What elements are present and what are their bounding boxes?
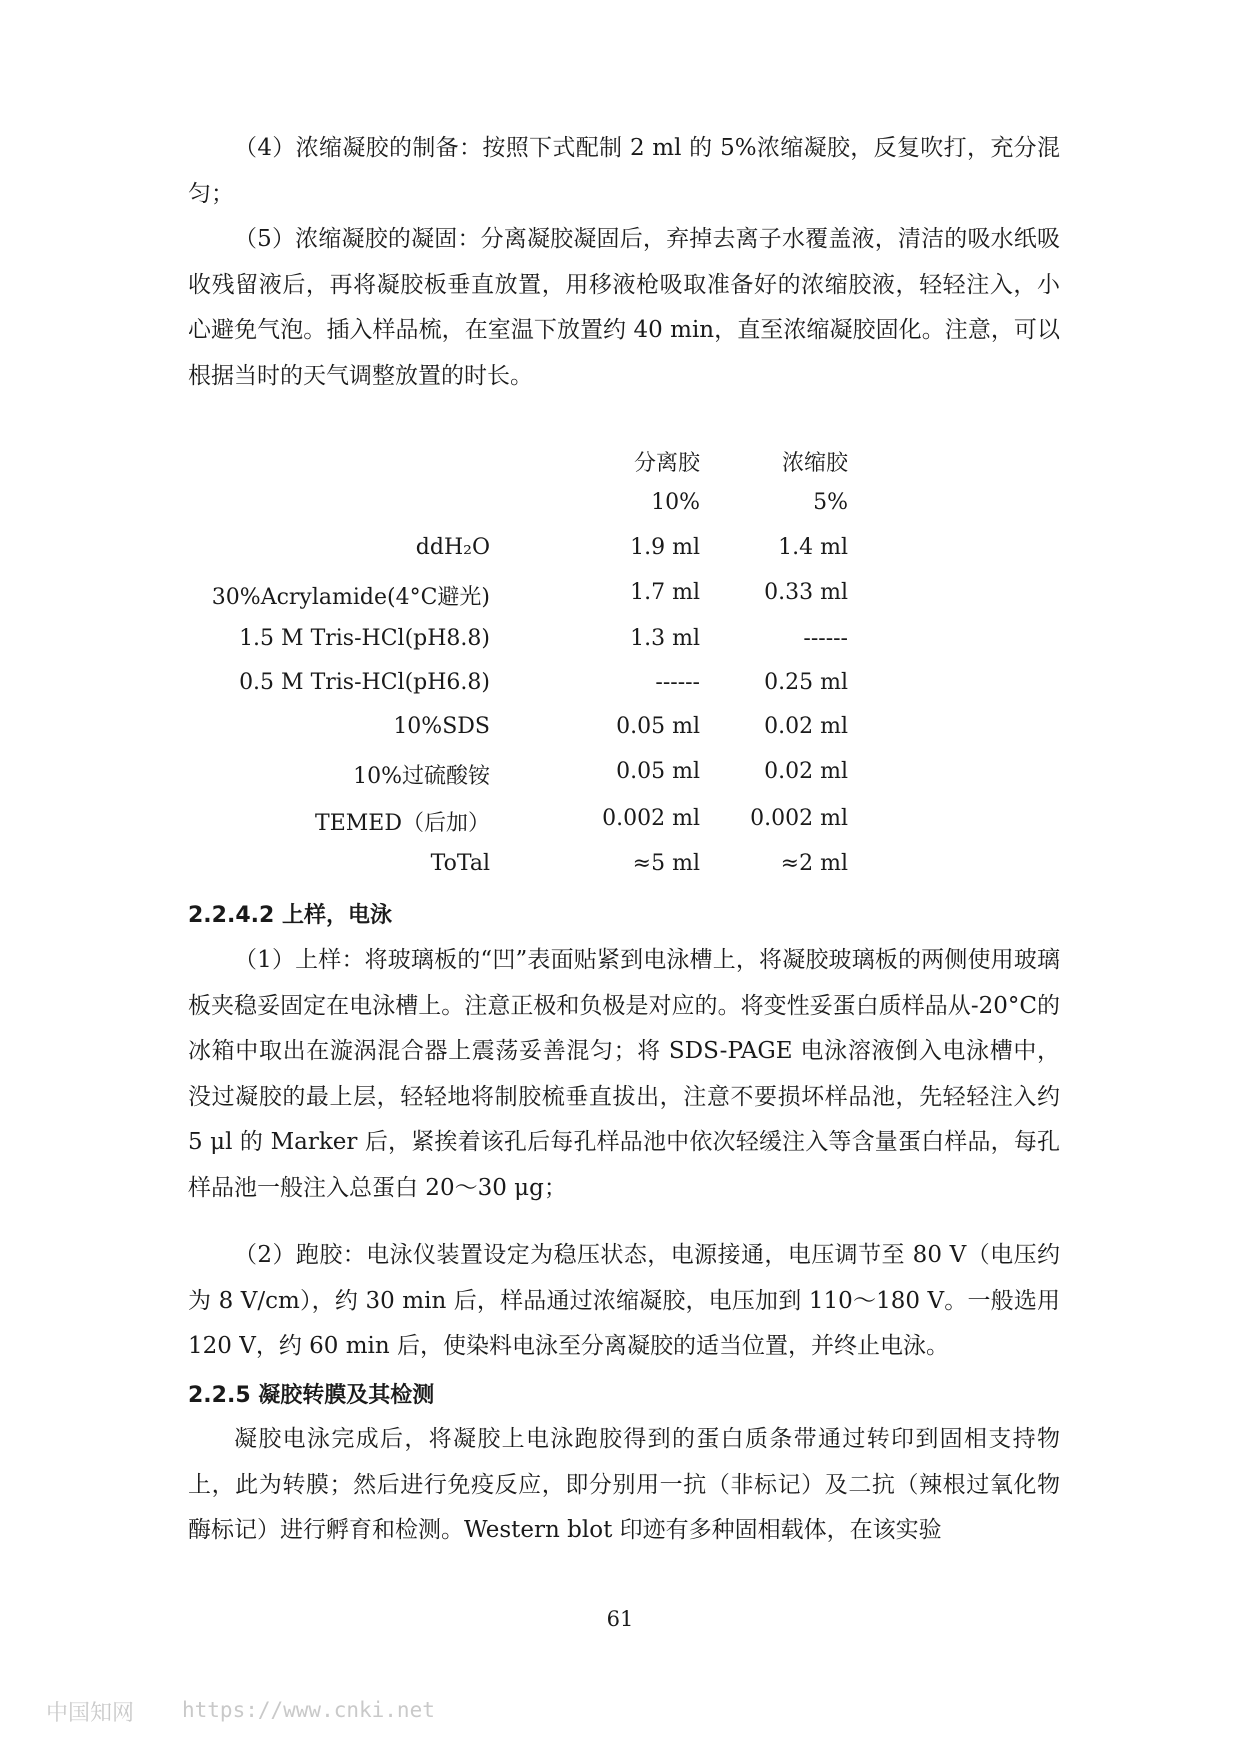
watermark-url: https://www.cnki.net bbox=[182, 1698, 435, 1722]
table-cell-separating: 0.05 ml bbox=[616, 759, 700, 784]
table-cell-stacking: 0.002 ml bbox=[750, 806, 848, 831]
paragraph-sample-loading: （1）上样：将玻璃板的“凹”表面贴紧到电泳槽上，将凝胶玻璃板的两侧使用玻璃板夹稳妥固定在电泳槽上。注意正极和负极是对应的。将变性妥蛋白质样品从-20°C的冰箱中取出在漩涡混合器上震荡妥善混匀；将 SDS-PAGE 电泳溶液倒入电泳槽中，没过凝胶的最上层，轻轻地将制胶梳垂直拔出，注意不要损坏样品池，先轻轻注入约 5 μl 的 Marker 后，紧挨着该孔后每孔样品池中依次轻缓注入等含量蛋白样品，每孔样品池一般注入总蛋白 20～30 μg； bbox=[188, 947, 1060, 1201]
table-header-separating-gel: 分离胶 bbox=[633, 451, 700, 476]
table-cell-separating: 0.002 ml bbox=[602, 806, 700, 831]
table-cell-stacking: ------ bbox=[803, 626, 848, 651]
table-cell-separating: 1.3 ml bbox=[630, 626, 700, 651]
table-conc-separating-gel: 10% bbox=[651, 490, 700, 515]
table-cell-separating: 0.05 ml bbox=[616, 714, 700, 739]
table-cell-separating: 1.9 ml bbox=[630, 535, 700, 560]
paragraph-running-gel: （2）跑胶：电泳仪装置设定为稳压状态，电源接通，电压调节至 80 V（电压约为 8 V/cm），约 30 min 后，样品通过浓缩凝胶，电压加到 110～180 V。一般选用 120 V，约 60 min 后，使染料电泳至分离凝胶的适当位置，并终止电泳。 bbox=[188, 1242, 1060, 1359]
table-row-label: ddH₂O bbox=[415, 535, 490, 560]
table-row-label: 10%过硫酸铵 bbox=[353, 764, 490, 789]
table-cell-stacking: 1.4 ml bbox=[778, 535, 848, 560]
table-cell-stacking: 0.25 ml bbox=[764, 670, 848, 695]
paragraph-stacking-gel-prep: （4）浓缩凝胶的制备：按照下式配制 2 ml 的 5%浓缩凝胶，反复吹打，充分混匀； bbox=[188, 135, 1060, 207]
table-cell-stacking: 0.02 ml bbox=[764, 759, 848, 784]
section-heading-transfer-detection: 2.2.5 凝胶转膜及其检测 bbox=[188, 1383, 435, 1408]
table-row-label: 30%Acrylamide(4°C避光) bbox=[211, 585, 490, 610]
table-row-label: TEMED（后加） bbox=[315, 811, 490, 836]
table-row-label: 10%SDS bbox=[393, 714, 490, 739]
table-cell-separating: ------ bbox=[655, 670, 700, 695]
table-row-label: ToTal bbox=[430, 851, 490, 876]
table-cell-stacking: 0.33 ml bbox=[764, 580, 848, 605]
page-number: 61 bbox=[606, 1607, 634, 1631]
paragraph-transfer: 凝胶电泳完成后，将凝胶上电泳跑胶得到的蛋白质条带通过转印到固相支持物上，此为转膜；然后进行免疫反应，即分别用一抗（非标记）及二抗（辣根过氧化物酶标记）进行孵育和检测。Western blot 印迹有多种固相载体，在该实验 bbox=[188, 1426, 1060, 1543]
table-conc-stacking-gel: 5% bbox=[813, 490, 848, 515]
section-heading-loading-electrophoresis: 2.2.4.2 上样，电泳 bbox=[188, 903, 392, 928]
watermark-brand: 中国知网 bbox=[46, 1701, 135, 1726]
table-cell-stacking: ≈2 ml bbox=[780, 851, 848, 876]
table-cell-separating: 1.7 ml bbox=[630, 580, 700, 605]
table-cell-separating: ≈5 ml bbox=[632, 851, 700, 876]
table-header-stacking-gel: 浓缩胶 bbox=[781, 451, 848, 476]
table-cell-stacking: 0.02 ml bbox=[764, 714, 848, 739]
table-row-label: 0.5 M Tris-HCl(pH6.8) bbox=[239, 670, 490, 695]
table-row-label: 1.5 M Tris-HCl(pH8.8) bbox=[239, 626, 490, 651]
paragraph-stacking-gel-setting: （5）浓缩凝胶的凝固：分离凝胶凝固后，弃掉去离子水覆盖液，清洁的吸水纸吸收残留液后，再将凝胶板垂直放置，用移液枪吸取准备好的浓缩胶液，轻轻注入，小心避免气泡。插入样品梳，在室温下放置约 40 min，直至浓缩凝胶固化。注意，可以根据当时的天气调整放置的时长。 bbox=[188, 226, 1060, 389]
